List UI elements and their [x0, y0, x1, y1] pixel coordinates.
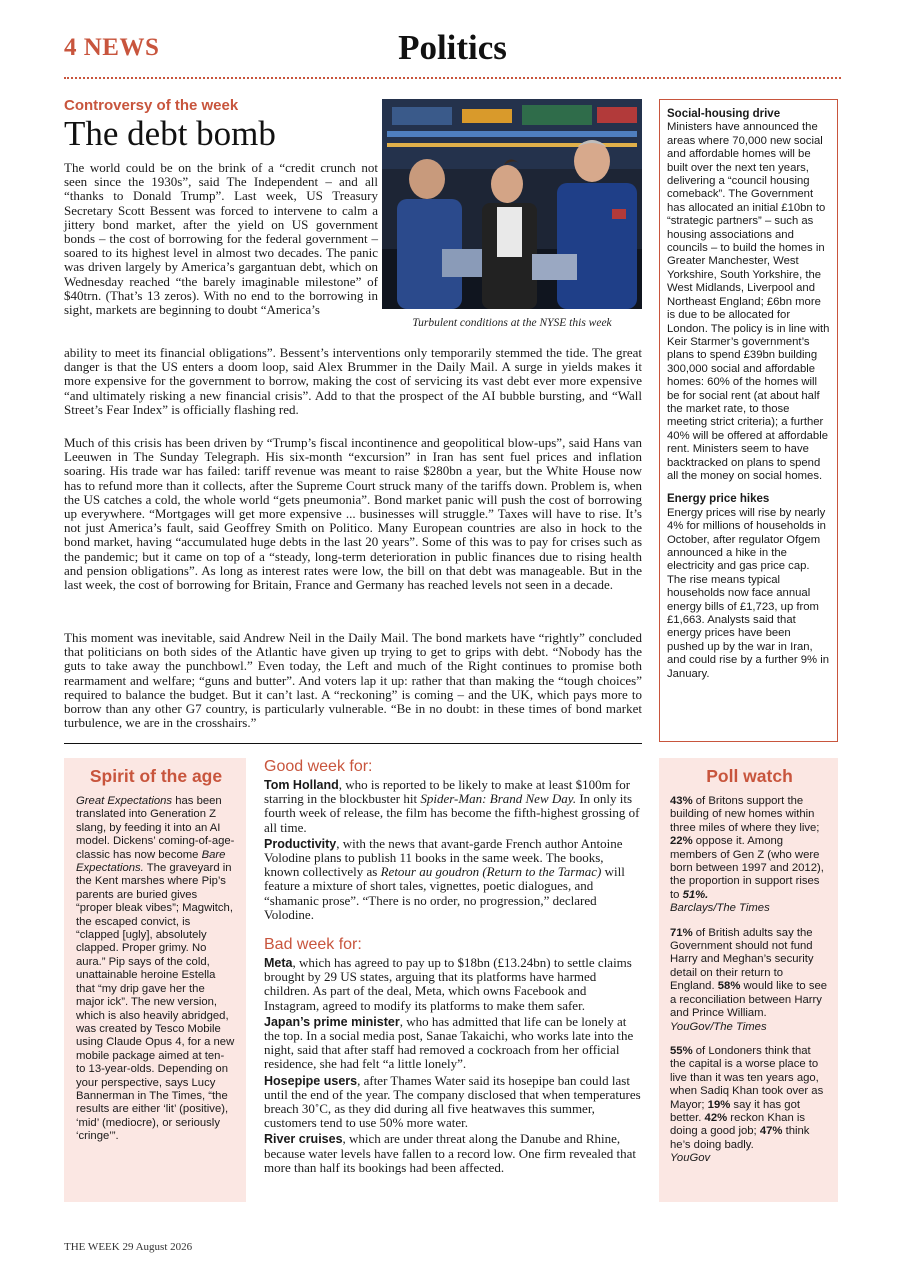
- story-paragraph-1-column: The world could be on the brink of a “credit crunch not seen since the 1930s”, said The Independent – and all “thanks to Donald Trump”. Last week, US Treasury Secretary Scott Bessent was forced to intervene to calm a jittery bond market, after the yield on US government bonds – the cost of borrowing for the federal government – soared to its highest level in almost two decades. The panic was driven largely by America’s gargantuan debt, which on Wednesday reached “the barely imaginable milestone” of $40trn. (That’s 13 zeros). With no end to the borrowing in sight, markets are beginning to doubt “America’s: [64, 160, 378, 318]
- spirit-of-the-age-panel: [64, 758, 246, 1202]
- news-sidebar: [659, 99, 838, 742]
- page-footer: THE WEEK 29 August 2026: [64, 1241, 193, 1253]
- story-paragraph-3: This moment was inevitable, said Andrew Neil in the Daily Mail. The bond markets have “rightly” concluded that politicians on both sides of the Atlantic have given up trying to get to grips with debt. “Nobody has the guts to take away the punchbowl.” Even today, the Left and much of the Right continues to promise both rearmament and welfare; “guns and butter”. And voters lap it up: rather that than making the “tough choices” required to balance the budget. But it can’t last. A “reckoning” is coming – and the UK, which pays more to borrow than any other G7 country, is particularly vulnerable. “Be in no doubt: in these times of bond market turbulence, we are in the crosshairs.”: [64, 630, 642, 731]
- week-column: [264, 758, 642, 1177]
- poll-title: Poll watch: [706, 766, 793, 786]
- poll-item: 71% of British adults say the Government should not fund Harry and Meghan’s security detail on their return to England. 58% would like to see a reconciliation between Harry and Prince William. YouGov/The Times: [670, 926, 828, 1033]
- spirit-body: Great Expectations has been translated into Generation Z slang, by feeding it into an AI model. Dickens’ coming-of-age-classic has now become Bare Expectations. The graveyard in the Kent marshes where Pip’s parents are buried gives “proper bleak vibes”; Magwitch, the escaped convict, is “clapped [ugly], absolutely clapped. Proper grimy. No aura.” Pip says of the cold, unattainable heroine Estella that “my drip gave her the major ick”. The new version, which is also heavily abridged, was created by Tesco Mobile using Claude Opus 4, for a new mobile package aimed at ten- to 13-year-olds. Depending on your perspective, says Lucy Bannerman in The Times, “the results are either ‘lit’ (positive), ‘mid’ (mediocre), or seriously ‘cringe’”.: [76, 795, 235, 1143]
- sidebar-title-energy: Energy price hikes: [667, 493, 770, 506]
- nyse-photo: [382, 99, 642, 309]
- section-label: 4 NEWS: [64, 34, 160, 61]
- bad-week-item: Japan’s prime minister, who has admitted that life can be lonely at the top. In a social media post, Sanae Takaichi, who works late into the night, said that after staff had removed a cockroach from her official residence, she had felt “a little lonely”.: [264, 1013, 634, 1072]
- bad-week-item: River cruises, which are under threat along the Danube and Rhine, because water levels have fallen to a record low. One firm revealed that more than half its bookings had been affected.: [264, 1131, 637, 1175]
- good-week-item: Productivity, with the news that avant-garde French author Antoine Volodine plans to publish 11 books in the same week. The books, known collectively as Retour au goudron (Return to the Tarmac) will feature a mixture of short tales, vignettes, poetic dialogues, and “shamanic prose”. “There is no order, no progression,” declared Volodine.: [264, 835, 625, 922]
- story-headline: The debt bomb: [64, 114, 276, 153]
- story-paragraph-1-full: ability to meet its financial obligations”. Bessent’s interventions only temporarily stemmed the tide. The great danger is that the US enters a doom loop, said Alex Brummer in the Daily Mail. A surge in yields makes it more expensive for the government to borrow, making the cost of servicing its vast debt ever more expensive “and ultimately risking a new financial crisis”. Add to that the prospect of the AI bubble bursting, and “Wall Street’s Fear Index” is officially flashing red.: [64, 345, 642, 417]
- photo-caption: Turbulent conditions at the NYSE this week: [412, 317, 612, 329]
- story-end-rule: [64, 743, 642, 744]
- good-week-item: Tom Holland, who is reported to be likely to make at least $100m for starring in the blockbuster hit Spider-Man: Brand New Day. In only its fourth week of release, the film has become the fifth-highest grossing of all time.: [264, 777, 640, 835]
- good-week-heading: Good week for:: [264, 758, 373, 775]
- bad-week-item: Meta, which has agreed to pay up to $18bn (£13.24bn) to settle claims brought by 29 US states, arguing that its platforms have harmed children. As part of the deal, Meta, which owns Facebook and Instagram, agreed to modify its platforms to make them safer.: [264, 955, 632, 1013]
- bad-week-heading: Bad week for:: [264, 936, 362, 954]
- spirit-title: Spirit of the age: [89, 766, 223, 786]
- sidebar-title-housing: Social-housing drive: [667, 108, 781, 120]
- poll-item: 43% of Britons support the building of new homes within three miles of where they live; 22% oppose it. Among members of Gen Z (who were born between 1997 and 2012), the proportion in support rises to 51%. Barclays/The Times: [670, 795, 824, 915]
- story-kicker: Controversy of the week: [64, 97, 239, 114]
- page-title: Politics: [398, 28, 507, 67]
- poll-watch-panel: [659, 758, 838, 1202]
- poll-item: 55% of Londoners think that the capital is a worse place to live than it was ten years ago, when Sadiq Khan took over as Mayor; 19% say it has got better. 42% reckon Khan is doing a good job; 47% think he’s doing badly. YouGov: [670, 1044, 824, 1165]
- story-paragraph-2: Much of this crisis has been driven by “Trump’s fiscal incontinence and geopolitical blow-ups”, said Hans van Leeuwen in The Sunday Telegraph. His six-month “excursion” in Iran has sent fuel prices and inflation soaring. His trade war has failed: tariff revenue was meant to raise $280bn a year, but the White House now has to refund more than it collects, after the Supreme Court struck many of the tariffs down. Problem is, when the US catches a cold, the whole world “gets pneumonia”. Bond market panic will push the cost of borrowing up everywhere. “Mortgages will get more expensive ... businesses will struggle.” Taxes will have to rise. It’s not just America’s fault, said Geoffrey Smith on Politico. Many European countries are also in hock to the bond market, having “accumulated huge debts in the last 20 years”. Some of this was to pay for crises such as the pandemic; but it came on top of a “steady, long-term deterioration in public finances due to rising health and pension obligations”. As long as interest rates were low, the bill on that debt was manageable. But in the last week, the cost of borrowing for Britain, France and Germany has reached levels not seen in a decade.: [64, 435, 642, 593]
- bad-week-item: Hosepipe users, after Thames Water said its hosepipe ban could last until the end of the year. The company disclosed that when temperatures breach 30˚C, as they did during all five heatwaves this summer, customers tend to use 50% more water.: [264, 1072, 641, 1131]
- sidebar-body-housing: Ministers have announced the areas where 70,000 new social and affordable homes will be built over the next ten years, delivering a “council housing comeback”. The Government has allocated an initial £10bn to “strategic partners” – such as housing associations and councils – to build the homes in Greater Manchester, West Yorkshire, South Yorkshire, the West Midlands, Liverpool and Northeast England; £6bn more is due to be allocated for London. The policy is in line with Keir Starmer’s government’s plans to spend £39bn building 300,000 social and affordable homes: 60% of the homes will be for social rent (at about half the market rate, to those meeting strict criteria); a further 40% will be offered at affordable rent. Ministers seem to have backtracked on plans to spend all the money on social homes.: [667, 121, 830, 482]
- sidebar-body-energy: Energy prices will rise by nearly 4% for millions of households in October, after regulator Ofgem announced a hike in the electricity and gas price cap. The rise means typical households now face annual energy bills of £1,723, up from £1,663. Analysts said that energy prices have been pushed up by the war in Iran, and could rise by a further 9% in January.: [667, 506, 830, 680]
- header-divider: [64, 77, 841, 79]
